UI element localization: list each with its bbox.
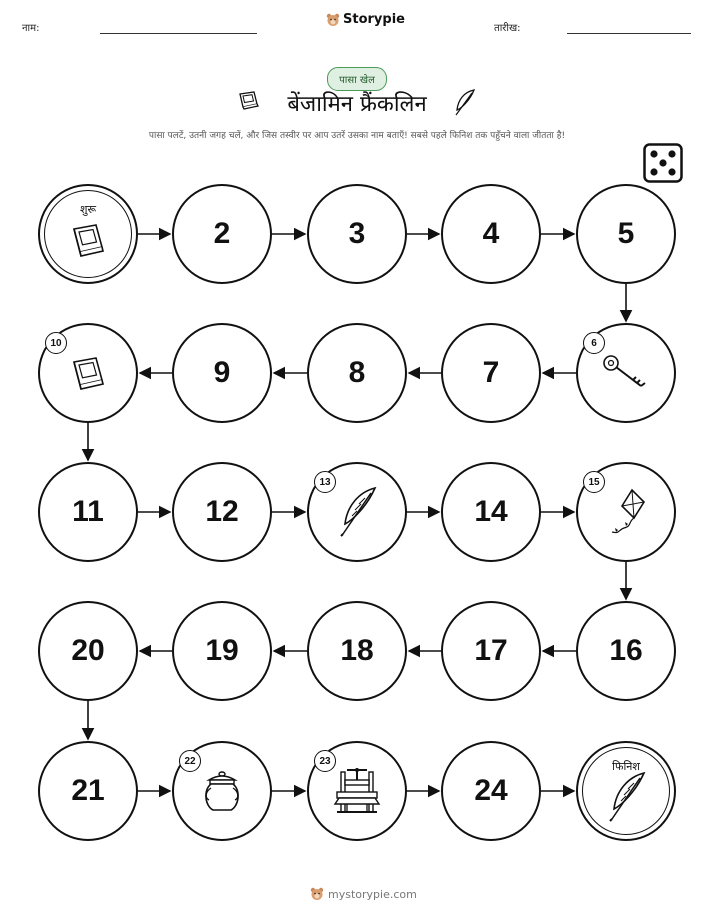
board-cell-4[interactable]: [441, 184, 541, 284]
board-cell-8[interactable]: [307, 323, 407, 423]
footer-url: mystorypie.com: [328, 887, 417, 901]
board-cell-18[interactable]: [307, 601, 407, 701]
cell-number-badge: 15: [583, 471, 605, 493]
quill-icon: [604, 771, 648, 827]
bear-icon: [310, 887, 324, 901]
board-cell-6[interactable]: [576, 323, 676, 423]
cell-number: 3: [348, 217, 366, 250]
cell-number: 2: [213, 217, 231, 250]
cell-number: 21: [71, 774, 105, 807]
board-cell-25[interactable]: [576, 741, 676, 841]
game-type-badge: पासा खेल: [327, 67, 387, 91]
name-label: नाम:: [22, 23, 40, 34]
board-cell-10[interactable]: [38, 323, 138, 423]
kite-icon: [604, 486, 648, 542]
board-cell-21[interactable]: [38, 741, 138, 841]
board-cell-7[interactable]: [441, 323, 541, 423]
cell-number: 7: [482, 356, 500, 389]
finish-label: फिनिश: [612, 760, 640, 773]
cell-number-badge: 6: [583, 332, 605, 354]
cell-number: 17: [474, 634, 508, 667]
cell-number-badge: 23: [314, 750, 336, 772]
footer: [310, 887, 417, 901]
cell-number: 5: [617, 217, 635, 250]
page-title: बेंजामिन फ्रैंकलिन: [287, 92, 427, 117]
cell-number: 8: [348, 356, 366, 389]
board-cell-22[interactable]: [172, 741, 272, 841]
cell-number: 20: [71, 634, 105, 667]
cell-number-badge: 10: [45, 332, 67, 354]
board-cell-16[interactable]: [576, 601, 676, 701]
board-cell-19[interactable]: [172, 601, 272, 701]
board-cell-20[interactable]: [38, 601, 138, 701]
board-cell-9[interactable]: [172, 323, 272, 423]
board-cell-15[interactable]: [576, 462, 676, 562]
board-cell-13[interactable]: [307, 462, 407, 562]
board-cell-12[interactable]: [172, 462, 272, 562]
start-label: शुरू: [79, 203, 97, 216]
key-icon: [601, 353, 651, 397]
brand-name: Storypie: [343, 12, 405, 27]
board-cell-3[interactable]: [307, 184, 407, 284]
board-cell-11[interactable]: [38, 462, 138, 562]
cell-number: 19: [205, 634, 239, 667]
book-icon: [68, 221, 108, 263]
board-cell-14[interactable]: [441, 462, 541, 562]
board-cell-23[interactable]: [307, 741, 407, 841]
book-icon: [68, 354, 108, 396]
board-cell-2[interactable]: [172, 184, 272, 284]
cell-number: 18: [340, 634, 374, 667]
date-label: तारीख:: [494, 23, 521, 34]
cell-number: 9: [213, 356, 231, 389]
quill-icon: [335, 486, 379, 542]
cell-number-badge: 22: [179, 750, 201, 772]
cell-number: 14: [474, 495, 508, 528]
cell-number: 12: [205, 495, 239, 528]
board-cell-24[interactable]: [441, 741, 541, 841]
pot-icon: [201, 768, 243, 818]
board-cell-5[interactable]: [576, 184, 676, 284]
cell-number: 11: [72, 495, 104, 528]
cell-number: 24: [474, 774, 508, 807]
cell-number: 16: [609, 634, 643, 667]
cell-number: 4: [482, 217, 500, 250]
board-cell-17[interactable]: [441, 601, 541, 701]
instructions: पासा पलटें, उतनी जगह चलें, और जिस तस्वीर पर आप उतरें उसका नाम बताएँ! सबसे पहले फिनिश तक पहुँचने वाला जीतता है!: [148, 131, 566, 141]
cell-number-badge: 13: [314, 471, 336, 493]
printing-press-icon: [333, 766, 381, 820]
board-cell-1[interactable]: [38, 184, 138, 284]
